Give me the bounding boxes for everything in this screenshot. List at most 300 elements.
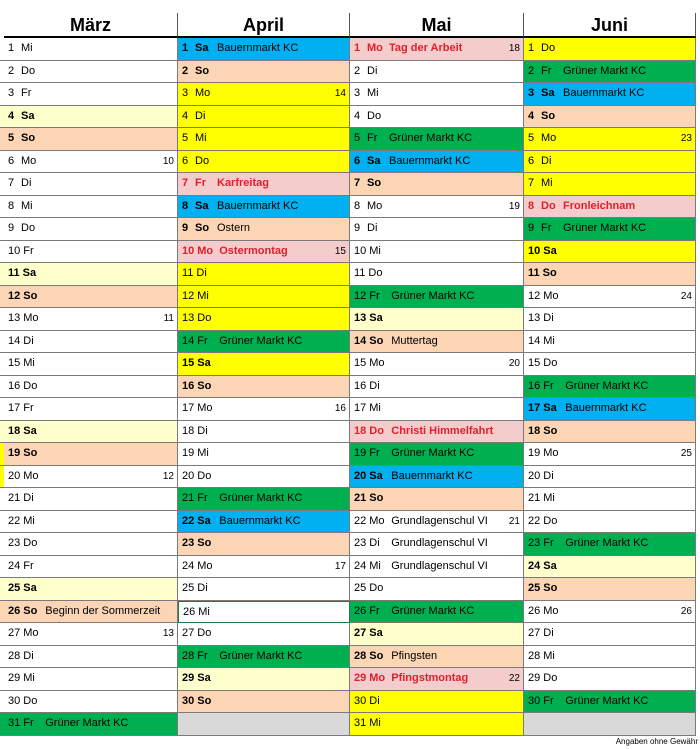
day-cell[interactable] [178, 218, 350, 241]
weekday: Sa [21, 109, 35, 122]
day-cell[interactable] [178, 556, 350, 579]
day-label [354, 713, 387, 734]
day-label [354, 578, 387, 599]
day-number: 15 [8, 357, 21, 369]
day-number: 5 [182, 132, 189, 144]
day-cell[interactable] [178, 376, 350, 399]
day-cell[interactable] [350, 241, 524, 264]
weekday: Mo [21, 154, 37, 167]
day-cell[interactable] [524, 668, 696, 691]
event-label: Bauernmarkt KC [217, 199, 299, 212]
day-cell[interactable] [178, 263, 350, 286]
day-number: 27 [354, 627, 367, 639]
day-number: 21 [8, 492, 21, 504]
weekday: Mi [543, 649, 555, 662]
day-label [8, 241, 41, 262]
day-cell[interactable] [4, 421, 178, 444]
day-cell[interactable] [524, 646, 696, 669]
weekday: Di [197, 424, 208, 437]
day-cell[interactable] [4, 61, 178, 84]
day-cell[interactable] [4, 106, 178, 129]
weekday: Sa [197, 514, 211, 527]
day-cell[interactable] [178, 488, 350, 511]
day-cell[interactable] [4, 218, 178, 241]
day-cell[interactable] [178, 713, 350, 736]
day-cell[interactable] [350, 466, 524, 489]
day-number: 27 [528, 627, 541, 639]
day-cell[interactable] [350, 646, 524, 669]
day-cell[interactable] [178, 421, 350, 444]
day-cell[interactable] [178, 61, 350, 84]
day-cell[interactable] [4, 286, 178, 309]
weekday: Mi [541, 177, 553, 189]
weekday: Mo [543, 447, 559, 459]
day-cell[interactable] [178, 466, 350, 489]
day-number: 2 [354, 64, 361, 77]
day-cell[interactable] [350, 601, 524, 624]
week-number: 10 [162, 155, 174, 167]
day-number: 28 [354, 649, 367, 662]
day-label [8, 128, 39, 149]
day-cell[interactable] [350, 668, 524, 691]
week-number: 23 [680, 133, 692, 144]
day-cell[interactable] [524, 623, 696, 646]
day-label [8, 646, 41, 667]
weekday: Di [367, 222, 378, 234]
week-number: 24 [680, 290, 692, 302]
day-cell[interactable] [4, 533, 178, 556]
day-label [354, 331, 438, 352]
day-label [183, 602, 216, 623]
day-label [528, 128, 559, 149]
day-cell[interactable] [178, 601, 350, 624]
day-cell[interactable] [524, 511, 696, 534]
weekday: So [541, 109, 556, 122]
day-cell[interactable] [524, 308, 696, 331]
day-cell[interactable] [350, 151, 524, 174]
day-number: 24 [354, 559, 367, 572]
day-cell[interactable] [350, 308, 524, 331]
day-label [528, 263, 561, 284]
weekday: Sa [22, 267, 37, 279]
day-cell[interactable] [524, 38, 696, 61]
weekday: So [21, 132, 36, 144]
day-label [182, 691, 215, 712]
day-cell[interactable] [524, 578, 696, 601]
weekday: Do [197, 469, 212, 482]
day-cell[interactable] [350, 128, 524, 151]
weekday: Mo [369, 357, 385, 369]
day-number: 22 [354, 514, 367, 527]
day-cell[interactable] [178, 151, 350, 174]
day-cell[interactable] [178, 308, 350, 331]
day-cell[interactable] [524, 241, 696, 264]
day-cell[interactable] [350, 443, 524, 466]
weekday: Sa [23, 424, 37, 437]
weekday: Mo [543, 604, 559, 617]
day-number: 2 [8, 64, 15, 77]
event-label: Grundlagenschul VI [391, 514, 488, 527]
day-cell[interactable] [350, 196, 524, 219]
day-cell[interactable] [178, 128, 350, 151]
day-cell[interactable] [524, 331, 696, 354]
weekday: Fr [23, 244, 34, 257]
day-number: 29 [354, 672, 367, 684]
weekday: So [197, 537, 212, 549]
day-cell[interactable] [178, 106, 350, 129]
day-number: 29 [528, 672, 541, 684]
day-cell[interactable] [524, 61, 696, 84]
day-cell[interactable] [524, 713, 696, 736]
weekday: So [197, 379, 212, 392]
day-number: 6 [8, 154, 15, 167]
day-number: 18 [8, 424, 21, 437]
day-label [354, 556, 488, 577]
day-label [528, 601, 561, 622]
day-cell[interactable] [524, 83, 696, 106]
day-label [8, 106, 39, 127]
weekday: Di [543, 627, 554, 639]
day-label [354, 286, 474, 307]
day-label [528, 578, 561, 599]
event-label: Bauernmarkt KC [563, 87, 645, 99]
weekday: Sa [543, 244, 557, 257]
day-number: 13 [354, 312, 367, 324]
day-label [8, 308, 41, 329]
day-cell[interactable] [350, 556, 524, 579]
day-label [528, 398, 647, 419]
day-cell[interactable] [178, 173, 350, 196]
day-cell[interactable] [350, 691, 524, 714]
day-cell[interactable] [4, 601, 178, 624]
day-cell[interactable] [4, 511, 178, 534]
day-cell[interactable] [350, 533, 524, 556]
day-cell[interactable] [350, 331, 524, 354]
day-cell[interactable] [524, 353, 696, 376]
day-cell[interactable] [524, 128, 696, 151]
day-number: 16 [182, 379, 195, 392]
day-label [8, 196, 39, 217]
weekday: Fr [197, 334, 208, 347]
day-number: 21 [528, 492, 541, 504]
day-label [182, 83, 213, 104]
day-number: 3 [354, 87, 361, 99]
weekday: Fr [195, 177, 206, 189]
weekday: So [367, 177, 382, 189]
day-label [528, 511, 561, 532]
weekday: So [23, 604, 38, 617]
weekday: Do [195, 154, 210, 167]
day-cell[interactable] [4, 263, 178, 286]
day-cell[interactable] [4, 196, 178, 219]
day-cell[interactable] [524, 421, 696, 444]
day-cell[interactable] [178, 83, 350, 106]
day-cell[interactable] [350, 578, 524, 601]
day-number: 5 [8, 132, 15, 144]
day-cell[interactable] [4, 556, 178, 579]
day-label [354, 83, 385, 104]
day-number: 8 [8, 199, 15, 212]
day-cell[interactable] [178, 38, 350, 61]
day-number: 24 [528, 559, 541, 572]
weekday: Fr [197, 492, 208, 504]
weekday: Do [368, 267, 383, 279]
day-label [354, 533, 488, 554]
day-cell[interactable] [350, 173, 524, 196]
event-label: Ostermontag [219, 244, 288, 257]
day-cell[interactable] [178, 331, 350, 354]
weekday: Mo [23, 312, 39, 324]
day-cell[interactable] [178, 398, 350, 421]
weekday: So [543, 582, 558, 594]
weekday: Do [541, 199, 556, 212]
weekday: So [195, 64, 210, 77]
day-label [354, 61, 385, 82]
day-cell[interactable] [4, 128, 178, 151]
day-cell[interactable] [178, 286, 350, 309]
day-cell[interactable] [524, 533, 696, 556]
day-label [528, 218, 646, 239]
day-cell[interactable] [4, 646, 178, 669]
weekday: Mi [23, 357, 35, 369]
day-cell[interactable] [4, 398, 178, 421]
day-label [8, 83, 39, 104]
weekday: So [23, 447, 38, 459]
day-number: 31 [8, 717, 21, 729]
day-number: 29 [8, 672, 21, 684]
weekday: Di [367, 64, 378, 77]
day-cell[interactable] [178, 623, 350, 646]
day-cell[interactable] [524, 173, 696, 196]
day-number: 20 [354, 469, 367, 482]
day-cell[interactable] [4, 83, 178, 106]
week-number: 14 [334, 88, 346, 99]
day-cell[interactable] [4, 151, 178, 174]
day-number: 5 [354, 132, 361, 144]
weekday: Mi [369, 244, 381, 257]
day-number: 19 [528, 447, 541, 459]
weekday: Do [369, 582, 384, 594]
day-cell[interactable] [524, 398, 696, 421]
day-number: 16 [528, 379, 541, 392]
day-number: 9 [528, 222, 535, 234]
day-cell[interactable] [350, 398, 524, 421]
day-cell[interactable] [4, 713, 178, 736]
weekday: Fr [541, 222, 552, 234]
day-cell[interactable] [178, 353, 350, 376]
day-cell[interactable] [350, 38, 524, 61]
weekday: So [23, 289, 38, 302]
day-cell[interactable] [4, 308, 178, 331]
day-number: 24 [8, 559, 21, 572]
day-label [354, 128, 472, 149]
day-cell[interactable] [4, 38, 178, 61]
day-cell[interactable] [524, 601, 696, 624]
day-cell[interactable] [178, 443, 350, 466]
day-cell[interactable] [178, 196, 350, 219]
day-cell[interactable] [524, 286, 696, 309]
event-label: Grundlagenschul VI [391, 559, 488, 572]
day-label [8, 38, 39, 59]
event-label: Bauernmarkt KC [565, 402, 647, 414]
weekday: Mo [369, 672, 386, 684]
day-cell[interactable] [178, 241, 350, 264]
day-cell[interactable] [4, 443, 178, 466]
week-number: 16 [334, 403, 346, 414]
day-number: 2 [528, 64, 535, 77]
weekday: Sa [195, 42, 209, 54]
day-number: 10 [8, 244, 21, 257]
day-cell[interactable] [524, 466, 696, 489]
day-label [182, 128, 213, 149]
weekday: So [542, 267, 557, 279]
day-cell[interactable] [4, 578, 178, 601]
day-cell[interactable] [4, 623, 178, 646]
weekday: Fr [197, 649, 208, 662]
day-label [8, 443, 41, 464]
day-cell[interactable] [524, 488, 696, 511]
weekday: Mi [369, 717, 381, 729]
day-cell[interactable] [178, 533, 350, 556]
weekday: Sa [369, 469, 383, 482]
event-label: Grüner Markt KC [391, 604, 475, 617]
day-number: 19 [354, 447, 367, 459]
day-cell[interactable] [350, 713, 524, 736]
weekday: Fr [23, 559, 34, 572]
day-label [354, 511, 488, 532]
day-cell[interactable] [350, 106, 524, 129]
day-label [8, 533, 41, 554]
day-number: 25 [8, 582, 21, 594]
day-cell[interactable] [524, 376, 696, 399]
day-label [182, 646, 302, 667]
event-label: Grüner Markt KC [565, 379, 649, 392]
day-cell[interactable] [524, 106, 696, 129]
day-label [354, 263, 386, 284]
day-number: 21 [182, 492, 195, 504]
day-cell[interactable] [524, 263, 696, 286]
day-number: 18 [528, 424, 541, 437]
day-cell[interactable] [178, 511, 350, 534]
week-number: 21 [508, 515, 520, 527]
weekday: Fr [369, 604, 380, 617]
day-cell[interactable] [4, 691, 178, 714]
day-number: 1 [8, 42, 15, 54]
day-label [8, 713, 128, 734]
event-label: Pfingsten [391, 649, 438, 662]
day-cell[interactable] [178, 691, 350, 714]
day-label [182, 488, 302, 509]
day-number: 22 [528, 514, 541, 527]
day-cell[interactable] [178, 646, 350, 669]
day-cell[interactable] [4, 353, 178, 376]
weekday: Mo [197, 244, 214, 257]
day-cell[interactable] [350, 218, 524, 241]
day-number: 12 [354, 289, 367, 302]
weekday: Do [21, 64, 36, 77]
day-label [182, 218, 250, 239]
day-label [182, 713, 213, 734]
day-cell[interactable] [178, 578, 350, 601]
weekday: Di [543, 469, 554, 482]
day-cell[interactable] [4, 488, 178, 511]
day-label [354, 601, 474, 622]
day-number: 10 [182, 244, 195, 257]
weekday: Mi [543, 492, 555, 504]
day-label [528, 376, 648, 397]
day-cell[interactable] [524, 151, 696, 174]
day-cell[interactable] [524, 218, 696, 241]
event-label: Bauernmarkt KC [219, 514, 301, 527]
day-cell[interactable] [524, 556, 696, 579]
day-label [528, 331, 561, 352]
day-label [8, 488, 41, 509]
day-label [182, 331, 302, 352]
day-cell[interactable] [524, 443, 696, 466]
day-number: 26 [8, 604, 21, 617]
day-cell[interactable] [4, 331, 178, 354]
day-cell[interactable] [350, 376, 524, 399]
weekday: Do [369, 424, 384, 437]
day-label [8, 668, 41, 689]
day-cell[interactable] [4, 376, 178, 399]
day-cell[interactable] [4, 241, 178, 264]
day-label [354, 353, 387, 374]
day-number: 25 [182, 582, 195, 594]
weekday: Do [23, 694, 38, 707]
day-label [354, 398, 387, 419]
weekday: Mo [23, 627, 39, 639]
event-label: Tag der Arbeit [389, 42, 463, 54]
day-cell[interactable] [524, 691, 696, 714]
day-number: 26 [528, 604, 541, 617]
weekday: Do [21, 222, 36, 234]
event-label: Grüner Markt KC [219, 334, 303, 347]
day-number: 23 [528, 537, 541, 549]
weekday: Do [23, 379, 38, 392]
day-label [182, 511, 301, 532]
event-label: Grüner Markt KC [391, 289, 475, 302]
day-cell[interactable] [350, 61, 524, 84]
day-cell[interactable] [350, 263, 524, 286]
weekday: Di [369, 694, 380, 707]
weekday: So [369, 649, 384, 662]
day-cell[interactable] [350, 623, 524, 646]
week-number: 15 [334, 245, 346, 257]
weekday: Mi [21, 199, 33, 212]
day-cell[interactable] [178, 668, 350, 691]
day-number: 15 [354, 357, 367, 369]
day-cell[interactable] [350, 421, 524, 444]
day-label [182, 578, 215, 599]
day-cell[interactable] [350, 353, 524, 376]
day-cell[interactable] [350, 83, 524, 106]
day-cell[interactable] [524, 196, 696, 219]
day-cell[interactable] [350, 488, 524, 511]
day-cell[interactable] [350, 511, 524, 534]
day-cell[interactable] [350, 286, 524, 309]
day-number: 23 [8, 537, 21, 549]
weekday: Sa [197, 672, 211, 684]
day-label [354, 691, 387, 712]
weekday: Sa [197, 357, 211, 369]
weekday: Mi [369, 559, 381, 572]
weekday: Do [197, 627, 212, 639]
day-number: 2 [182, 64, 189, 77]
day-cell[interactable] [4, 173, 178, 196]
day-cell[interactable] [4, 466, 178, 489]
day-cell[interactable] [4, 668, 178, 691]
